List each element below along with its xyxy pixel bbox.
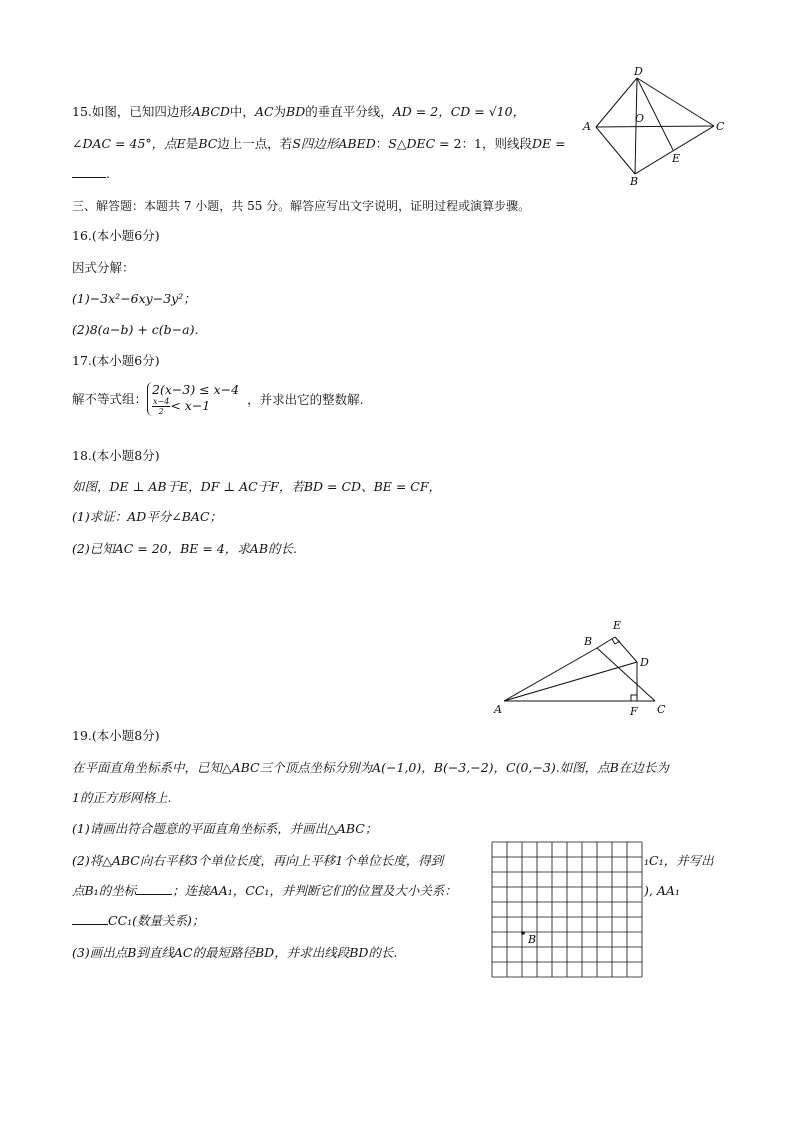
section-heading: 三、解答题：本题共 7 小题，共 55 分。解答应写出文字说明，证明过程或演算步骤。	[72, 199, 531, 213]
answer-blank[interactable]	[136, 894, 172, 895]
q15-text: ：	[375, 136, 389, 151]
q18-part2: (2)已知AC = 20，BE = 4，求AB的长.	[72, 541, 297, 556]
q19-text: ；连接AA₁，CC₁，并判断它们的位置及大小关系：	[172, 883, 457, 898]
label-o: O	[635, 112, 645, 125]
label-b: B	[630, 175, 639, 188]
q18-part1: (1)求证：AD平分∠BAC；	[72, 509, 223, 524]
fraction-denominator: 2	[158, 407, 164, 416]
q17-prompt: 解不等式组：	[72, 391, 148, 407]
coordinate-grid	[490, 840, 642, 978]
label-f: F	[630, 705, 638, 718]
q16-head: 16.(本小题6分)	[72, 228, 160, 243]
segment-ed	[615, 637, 637, 662]
point-b	[521, 931, 525, 935]
segment-bd	[635, 78, 637, 174]
q19-text: 点B₁的坐标	[72, 883, 137, 898]
label-a: A	[583, 120, 591, 133]
segment-ba	[596, 127, 635, 174]
q19-head: 19.(本小题8分)	[72, 728, 160, 743]
segment-be	[597, 637, 615, 648]
q15-text: 边上一点，若	[217, 136, 293, 151]
q17-head: 17.(本小题6分)	[72, 353, 160, 368]
q15-answer-line	[72, 165, 110, 183]
figure-triangle	[494, 616, 674, 720]
q19-intro2: 1的正方形网格上.	[72, 790, 172, 805]
label-b: B	[528, 933, 537, 946]
q15-text: AC	[254, 104, 274, 119]
label-d: D	[640, 656, 649, 669]
answer-blank[interactable]	[72, 924, 108, 925]
q15-text: ABCD	[191, 104, 230, 119]
q19-intro1: 在平面直角坐标系中，已知△ABC三个顶点坐标分别为A(−1,0)，B(−3,−2)，C(0,−3).如图，点B在边长为	[72, 760, 669, 775]
inequality-system	[147, 382, 239, 416]
label-d: D	[634, 65, 643, 78]
answer-blank[interactable]	[72, 177, 106, 178]
q19-part2-line2	[72, 882, 457, 900]
q15-text: 的垂直平分线，	[305, 104, 393, 119]
label-c: C	[716, 120, 725, 133]
q15-line2	[72, 135, 566, 153]
q15-text: BC	[198, 136, 218, 151]
segment-ad	[504, 662, 637, 701]
segment-ac	[596, 126, 714, 127]
label-e: E	[672, 152, 681, 165]
q15-text: ∠DAC = 45°，点	[72, 136, 177, 151]
segment-cb	[635, 126, 714, 174]
fraction	[152, 397, 170, 416]
q15-text: 中，	[229, 104, 255, 119]
q16-prompt: 因式分解：	[72, 260, 135, 275]
segment-ab	[504, 648, 597, 701]
q16-part2: (2)8(a−b) + c(b−a).	[72, 322, 199, 337]
q15-text: S△DEC	[388, 136, 436, 151]
q15-text: AD = 2，CD = √10，	[392, 104, 526, 119]
inequality-2	[152, 397, 239, 416]
q18-head: 18.(本小题8分)	[72, 448, 160, 463]
q15-text: DE =	[531, 136, 566, 151]
q19-part2-line1: (2)将△ABC向右平移3个单位长度，再向上平移1个单位长度，得到	[72, 853, 444, 868]
label-b: B	[584, 635, 593, 648]
q17-system	[72, 382, 364, 416]
label-c: C	[657, 703, 666, 716]
segment-ad	[596, 78, 637, 127]
q19-text: CC₁(数量关系)；	[108, 913, 205, 928]
q15-text: S四边形ABED	[292, 136, 376, 151]
inequality-2-rest: < x−1	[170, 398, 211, 413]
q16-part1: (1)−3x²−6xy−3y²；	[72, 291, 196, 306]
fraction-numerator: x−4	[153, 397, 170, 406]
figure-quadrilateral	[580, 66, 730, 186]
q15-text: 是	[185, 136, 199, 151]
q15-text: .	[106, 166, 110, 181]
q19-part2-line1-end: ₁C₁，并写出	[644, 853, 714, 868]
q15-text: E	[176, 136, 186, 151]
q15-text: = 2：1，则线段	[435, 136, 532, 151]
q19-part2-line2-end: ), AA₁	[644, 883, 680, 898]
label-e: E	[613, 619, 622, 632]
q15-text: 15.如图，已知四边形	[72, 104, 192, 119]
q15-text: BD	[286, 104, 306, 119]
q19-part2-line3	[72, 912, 204, 930]
right-angle-f	[631, 695, 637, 701]
label-a: A	[494, 703, 502, 716]
right-angle-e	[612, 639, 620, 644]
q15-text: 为	[273, 104, 287, 119]
q19-part1: (1)请画出符合题意的平面直角坐标系，并画出△ABC；	[72, 821, 378, 836]
q15-line1	[72, 103, 525, 121]
q18-intro: 如图，DE ⊥ AB于E，DF ⊥ AC于F，若BD = CD、BE = CF，	[72, 479, 442, 494]
inequality-1: 2(x−3) ≤ x−4	[152, 382, 240, 397]
q19-part3: (3)画出点B到直线AC的最短路径BD，并求出线段BD的长.	[72, 945, 398, 960]
q17-tail: ，并求出它的整数解.	[247, 391, 364, 407]
